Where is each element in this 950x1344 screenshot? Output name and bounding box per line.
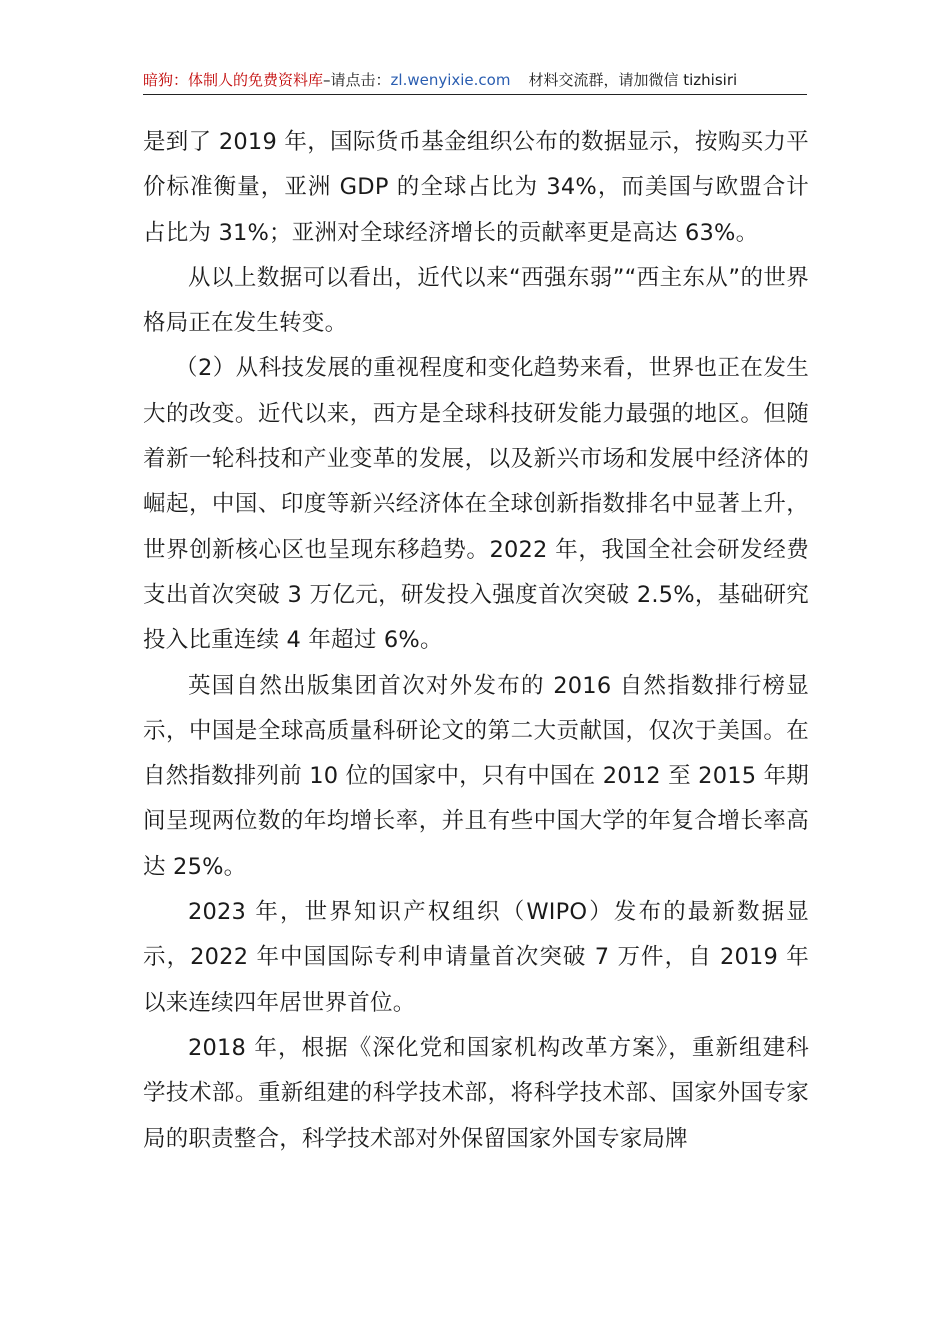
paragraph: 2023 年，世界知识产权组织（WIPO）发布的最新数据显示，2022 年中国国际专利申请量首次突破 7 万件，自 2019 年以来连续四年居世界首位。: [143, 899, 809, 1016]
header-wechat-group: 材料交流群，请加微信 tizhisiri: [528, 71, 738, 89]
paragraph-continuation: 是到了 2019 年，国际货币基金组织公布的数据显示，按购买力平价标准衡量，亚洲 GDP 的全球占比为 34%，而美国与欧盟合计占比为 31%；亚洲对全球经济增长的贡献率更是高达 63%。: [143, 129, 809, 246]
paragraph: 英国自然出版集团首次对外发布的 2016 自然指数排行榜显示，中国是全球高质量科研论文的第二大贡献国，仅次于美国。在自然指数排列前 10 位的国家中，只有中国在 2012 至 2015 年期间呈现两位数的年均增长率，并且有些中国大学的年复合增长率高达 25%。: [143, 672, 809, 880]
page-header: [143, 70, 807, 95]
header-link[interactable]: zl.wenyixie.com: [390, 71, 511, 89]
paragraph: （2）从科技发展的重视程度和变化趋势来看，世界也正在发生大的改变。近代以来，西方是全球科技研发能力最强的地区。但随着新一轮科技和产业变革的发展，以及新兴市场和发展中经济体的崛起，中国、印度等新兴经济体在全球创新指数排名中显著上升，世界创新核心区也呈现东移趋势。2022 年，我国全社会研发经费支出首次突破 3 万亿元，研发投入强度首次突破 2.5%，基础研究投入比重连续 4 年超过 6%。: [143, 355, 809, 654]
paragraph: 2018 年，根据《深化党和国家机构改革方案》，重新组建科学技术部。重新组建的科学技术部，将科学技术部、国家外国专家局的职责整合，科学技术部对外保留国家外国专家局牌: [143, 1034, 809, 1152]
document-body: [143, 120, 809, 1162]
header-click-prompt: –请点击：: [323, 71, 391, 89]
header-brand: 暗狗：体制人的免费资料库: [143, 71, 324, 89]
paragraph: 从以上数据可以看出，近代以来“西强东弱”“西主东从”的世界格局正在发生转变。: [143, 264, 809, 337]
